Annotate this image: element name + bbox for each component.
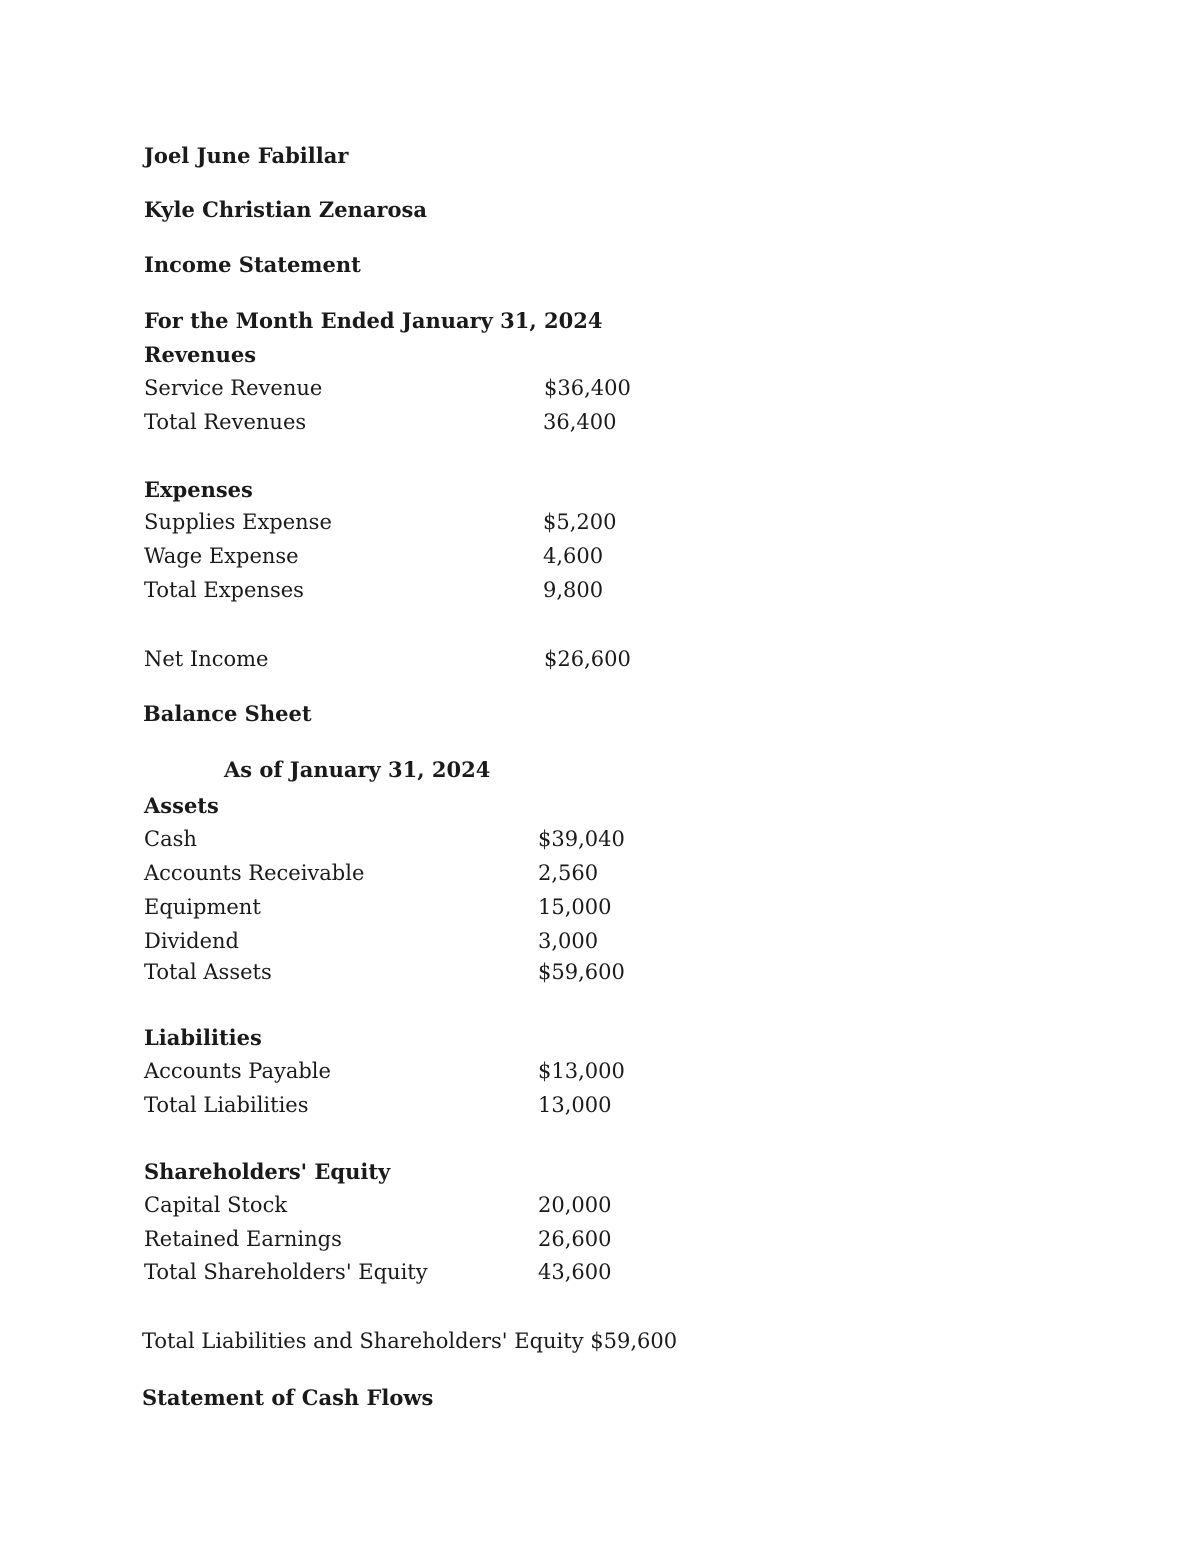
revenue-row-value: $36,400 bbox=[544, 376, 631, 400]
expense-row-value: 4,600 bbox=[543, 544, 604, 568]
balance-sheet-title: Balance Sheet bbox=[143, 701, 312, 726]
net-income-value: $26,600 bbox=[544, 647, 631, 671]
liability-total-value: 13,000 bbox=[538, 1093, 612, 1117]
expense-row-label: Supplies Expense bbox=[144, 510, 332, 534]
liability-total-label: Total Liabilities bbox=[144, 1093, 309, 1117]
revenues-heading: Revenues bbox=[144, 342, 257, 367]
asset-row-value: 2,560 bbox=[538, 861, 599, 885]
asset-row-label: Equipment bbox=[144, 895, 261, 919]
asset-total-label: Total Assets bbox=[144, 960, 272, 984]
asset-row-value: 3,000 bbox=[538, 929, 599, 953]
revenue-total-label: Total Revenues bbox=[144, 410, 307, 434]
asset-row-value: $39,040 bbox=[538, 827, 625, 851]
expense-total-label: Total Expenses bbox=[144, 578, 304, 602]
asset-total-value: $59,600 bbox=[538, 960, 625, 984]
author-name-2: Kyle Christian Zenarosa bbox=[144, 197, 427, 222]
net-income-label: Net Income bbox=[144, 647, 269, 671]
cash-flows-title: Statement of Cash Flows bbox=[142, 1385, 434, 1410]
liability-row-value: $13,000 bbox=[538, 1059, 625, 1083]
revenue-total-value: 36,400 bbox=[543, 410, 617, 434]
income-statement-title: Income Statement bbox=[144, 252, 361, 277]
asset-row-label: Dividend bbox=[144, 929, 239, 953]
equity-row-value: 20,000 bbox=[538, 1193, 612, 1217]
author-name-1: Joel June Fabillar bbox=[144, 143, 349, 168]
asset-row-label: Cash bbox=[144, 827, 197, 851]
liability-row-label: Accounts Payable bbox=[144, 1059, 331, 1083]
expense-row-value: $5,200 bbox=[543, 510, 617, 534]
expense-row-label: Wage Expense bbox=[144, 544, 299, 568]
equity-row-value: 26,600 bbox=[538, 1227, 612, 1251]
balance-sheet-date: As of January 31, 2024 bbox=[224, 757, 491, 782]
equity-heading: Shareholders' Equity bbox=[144, 1159, 391, 1184]
equity-row-label: Capital Stock bbox=[144, 1193, 288, 1217]
liabilities-heading: Liabilities bbox=[144, 1025, 262, 1050]
assets-heading: Assets bbox=[144, 793, 219, 818]
equity-row-label: Retained Earnings bbox=[144, 1227, 342, 1251]
expenses-heading: Expenses bbox=[144, 477, 253, 502]
asset-row-value: 15,000 bbox=[538, 895, 612, 919]
asset-row-label: Accounts Receivable bbox=[144, 861, 365, 885]
total-liabilities-equity-line: Total Liabilities and Shareholders' Equity $59,600 bbox=[142, 1329, 678, 1353]
equity-total-label: Total Shareholders' Equity bbox=[144, 1260, 428, 1284]
expense-total-value: 9,800 bbox=[543, 578, 604, 602]
income-statement-period: For the Month Ended January 31, 2024 bbox=[144, 308, 603, 333]
revenue-row-label: Service Revenue bbox=[144, 376, 323, 400]
equity-total-value: 43,600 bbox=[538, 1260, 612, 1284]
